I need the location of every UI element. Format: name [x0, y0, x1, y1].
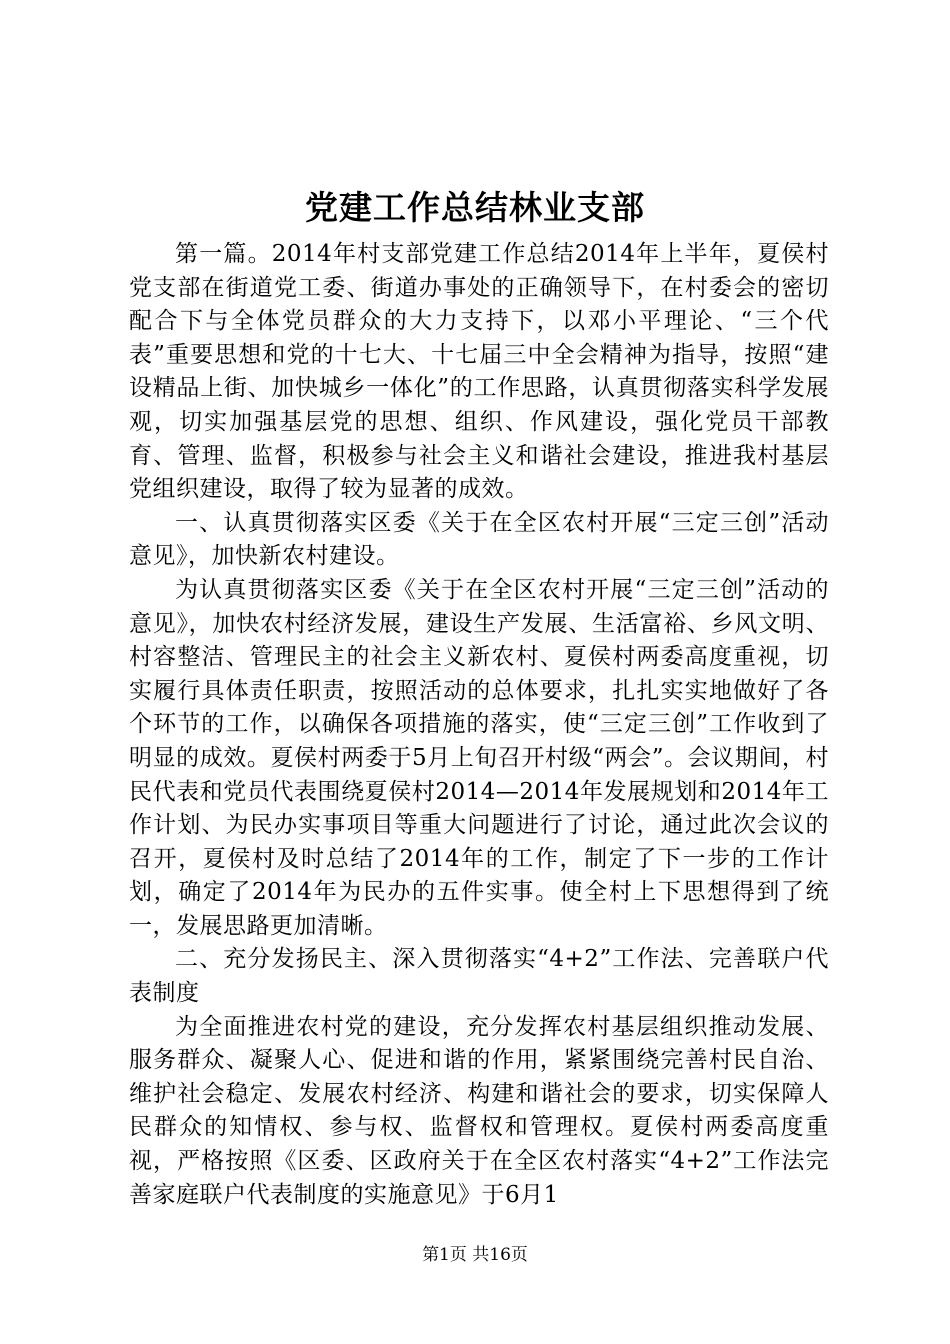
- page-footer: 第1页 共16页: [422, 1245, 528, 1265]
- section-heading-2: 二、充分发扬民主、深入贯彻落实“4+2”工作法、完善联户代表制度: [129, 946, 829, 1007]
- section-heading-1: 一、认真贯彻落实区委《关于在全区农村开展“三定三创”活动意见》，加快新农村建设。: [129, 509, 829, 570]
- paragraph-section-2: 为全面推进农村党的建设，充分发挥农村基层组织推动发展、服务群众、凝聚人心、促进和谐的作用，紧紧围绕完善村民自治、维护社会稳定、发展农村经济、构建和谐社会的要求，切实保障人民群众的知情权、参与权、监督权和管理权。夏侯村两委高度重视，严格按照《区委、区政府关于在全区农村落实“4+2”工作法完善家庭联户代表制度的实施意见》于6月1: [129, 1013, 829, 1208]
- document-body: [129, 238, 829, 1212]
- document-title: 党建工作总结林业支部: [305, 188, 645, 227]
- paragraph-section-1: 为认真贯彻落实区委《关于在全区农村开展“三定三创”活动的意见》，加快农村经济发展，建设生产发展、生活富裕、乡风文明、村容整洁、管理民主的社会主义新农村、夏侯村两委高度重视，切实履行具体责任职责，按照活动的总体要求，扎扎实实地做好了各个环节的工作，以确保各项措施的落实，使“三定三创”工作收到了明显的成效。夏侯村两委于5月上旬召开村级“两会”。会议期间，村民代表和党员代表围绕夏侯村2014—2014年发展规划和2014年工作计划、为民办实事项目等重大问题进行了讨论，通过此次会议的召开，夏侯村及时总结了2014年的工作，制定了下一步的工作计划，确定了2014年为民办的五件实事。使全村上下思想得到了统一，发展思路更加清晰。: [129, 576, 829, 939]
- paragraph-intro: 第一篇。2014年村支部党建工作总结2014年上半年，夏侯村党支部在街道党工委、街道办事处的正确领导下，在村委会的密切配合下与全体党员群众的大力支持下，以邓小平理论、“三个代表”重要思想和党的十七大、十七届三中全会精神为指导，按照“建设精品上街、加快城乡一体化”的工作思路，认真贯彻落实科学发展观，切实加强基层党的思想、组织、作风建设，强化党员干部教育、管理、监督，积极参与社会主义和谐社会建设，推进我村基层党组织建设，取得了较为显著的成效。: [129, 241, 829, 503]
